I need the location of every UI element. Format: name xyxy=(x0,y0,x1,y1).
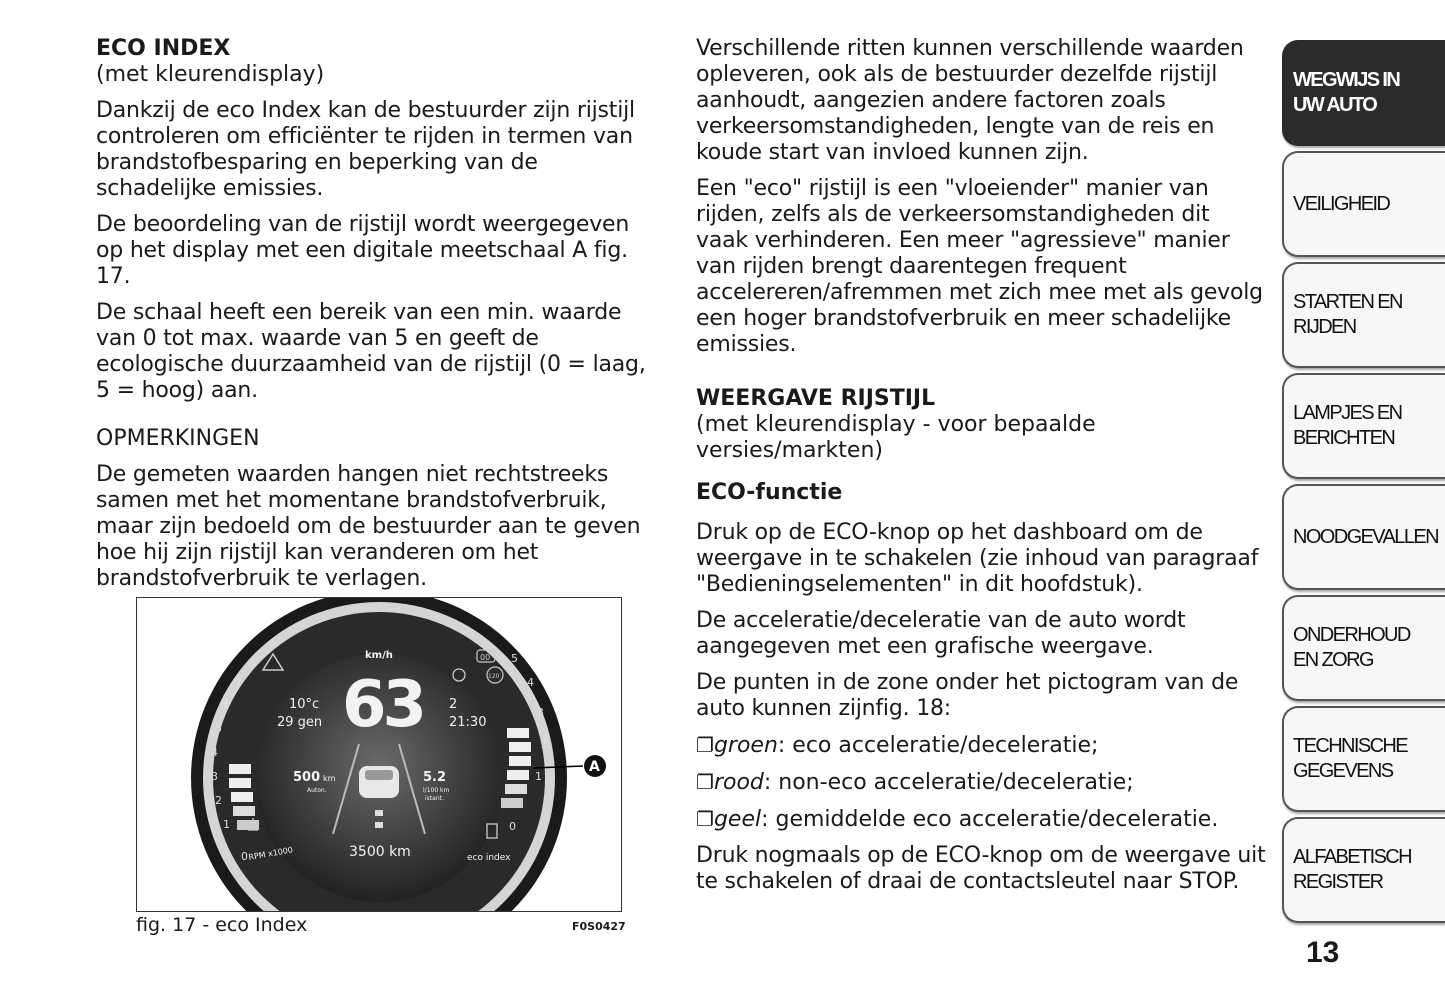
eco-tick: 3 xyxy=(537,706,544,719)
eco-tick: 1 xyxy=(535,770,542,783)
eco-tick: 2 xyxy=(541,738,548,751)
tab-wegwijs[interactable]: WEGWIJS IN UW AUTO xyxy=(1282,40,1445,146)
rpm-tick: 6 xyxy=(223,698,230,711)
tab-starten-en-rijden[interactable]: STARTEN EN RIJDEN xyxy=(1282,262,1445,368)
paragraph: De schaal heeft een bereik van een min. waarde van 0 tot max. waarde van 5 en geeft de ecologische duurzaamheid van de rijstijl (0 = laag, 5 = hoog) aan. xyxy=(96,300,646,403)
instrument-cluster-illustration xyxy=(137,598,621,911)
paragraph: De punten in de zone onder het pictogram van de auto kunnen zijnfig. 18: xyxy=(696,670,1239,721)
rpm-tick: 0 xyxy=(241,850,248,863)
eco-index-label: eco index xyxy=(467,853,511,863)
odometer-icon-label: 00 xyxy=(480,653,491,662)
rpm-tick: 1 xyxy=(223,818,230,831)
range-label: Auton. xyxy=(307,787,327,794)
paragraph: Verschillende ritten kunnen verschillende waarden opleveren, ook als de bestuurder dezelfde rijstijl aanhoudt, aangezien andere factoren zoals verkeersomstandigheden, lengte van de reis en koude start van invloed kunnen zijn. xyxy=(696,36,1244,165)
eco-dot xyxy=(375,822,383,828)
paragraph: De gemeten waarden hangen niet rechtstreeks samen met het momentane brandstofverbruik, maar zijn bedoeld om de bestuurder aan te geven hoe hij zijn rijstijl kan veranderen om het brandstofverbruik te verlagen. xyxy=(96,462,641,591)
range-value: 500 xyxy=(293,770,321,785)
consumption-value: 5.2 xyxy=(423,770,447,785)
checkbox-bullet-icon: ❐ xyxy=(696,733,714,757)
gear-indicator: 2 xyxy=(449,697,458,712)
tab-technische-gegevens[interactable]: TECHNISCHE GEGEVENS xyxy=(1282,706,1445,812)
tab-veiligheid[interactable]: VEILIGHEID xyxy=(1282,151,1445,257)
section-title-eco-index: ECO INDEX xyxy=(96,36,231,61)
rpm-tick: 8 xyxy=(249,656,256,669)
speed-limit-icon-label: 120 xyxy=(488,673,500,680)
eco-tick: 5 xyxy=(511,652,518,665)
marker-label: A xyxy=(589,759,600,775)
tab-onderhoud-en-zorg[interactable]: ONDERHOUD EN ZORG xyxy=(1282,595,1445,701)
paragraph: De beoordeling van de rijstijl wordt weergegeven op het display met een digitale meetschaal A fig. 17. xyxy=(96,212,630,289)
tab-noodgevallen[interactable]: NOODGEVALLEN xyxy=(1282,484,1445,590)
date: 29 gen xyxy=(277,715,323,730)
consumption-label: istant. xyxy=(425,795,444,802)
tab-alfabetisch-register[interactable]: ALFABETISCH REGISTER xyxy=(1282,817,1445,923)
left-column xyxy=(96,36,661,602)
section-subtitle: (met kleurendisplay - voor bepaalde versies/markten) xyxy=(696,412,1096,463)
rpm-tick: 3 xyxy=(211,770,218,783)
figure-code: F0S0427 xyxy=(572,920,626,933)
rpm-tick: 5 xyxy=(215,722,222,735)
figure-caption: fig. 17 - eco Index xyxy=(136,914,308,936)
paragraph: Druk op de ECO-knop op het dashboard om de weergave in te schakelen (zie inhoud van paragraaf "Bedieningselementen" in dit hoofdstuk). xyxy=(696,520,1259,597)
eco-tick: 4 xyxy=(527,676,534,689)
checkbox-bullet-icon: ❐ xyxy=(696,770,714,794)
eco-tick: 0 xyxy=(509,820,516,833)
section-title-rijstijl: WEERGAVE RIJSTIJL xyxy=(696,386,936,411)
outside-temperature: 10°c xyxy=(289,697,320,712)
section-subtitle: (met kleurendisplay) xyxy=(96,62,325,87)
eco-function-heading: ECO-functie xyxy=(696,480,843,505)
bullet-item: ❐rood: non-eco acceleratie/deceleratie; xyxy=(696,770,1134,795)
bullet-item: ❐geel: gemiddelde eco acceleratie/deceleratie. xyxy=(696,807,1219,832)
odometer-reading: 3500 km xyxy=(349,844,411,860)
paragraph: Een "eco" rijstijl is een "vloeiender" manier van rijden, zelfs als de verkeersomstandigheden dit vaak verhinderen. Een meer "agressieve" manier van rijden brengt daarentegen frequent accelereren/afremmen met zich mee met als gevolg een hoger brandstofverbruik en meer schadelijke emissies. xyxy=(696,176,1263,357)
bullet-item: ❐groen: eco acceleratie/deceleratie; xyxy=(696,733,1099,758)
range-unit: km xyxy=(323,774,336,783)
paragraph: Dankzij de eco Index kan de bestuurder zijn rijstijl controleren om efficiënter te rijden in termen van brandstofbesparing en beperking van de schadelijke emissies. xyxy=(96,98,635,201)
consumption-unit: l/100 km xyxy=(423,787,450,794)
tab-lampjes-en-berichten[interactable]: LAMPJES EN BERICHTEN xyxy=(1282,373,1445,479)
rpm-tick: 7 xyxy=(235,676,242,689)
checkbox-bullet-icon: ❐ xyxy=(696,807,714,831)
clock: 21:30 xyxy=(449,715,487,730)
right-column xyxy=(696,36,1266,905)
paragraph: Druk nogmaals op de ECO-knop om de weergave uit te schakelen of draai de contactsleutel naar STOP. xyxy=(696,843,1266,894)
speed-unit: km/h xyxy=(365,650,393,661)
instrument-cluster-figure xyxy=(136,597,622,912)
page-number: 13 xyxy=(1306,936,1340,969)
rpm-tick: 2 xyxy=(215,794,222,807)
rpm-label: RPM x1000 xyxy=(247,845,294,862)
rpm-tick: 4 xyxy=(211,746,218,759)
speed-value: 63 xyxy=(342,668,424,742)
eco-dot xyxy=(375,810,383,816)
notes-heading: OPMERKINGEN xyxy=(96,426,260,451)
paragraph: De acceleratie/deceleratie van de auto wordt aangegeven met een grafische weergave. xyxy=(696,608,1186,659)
